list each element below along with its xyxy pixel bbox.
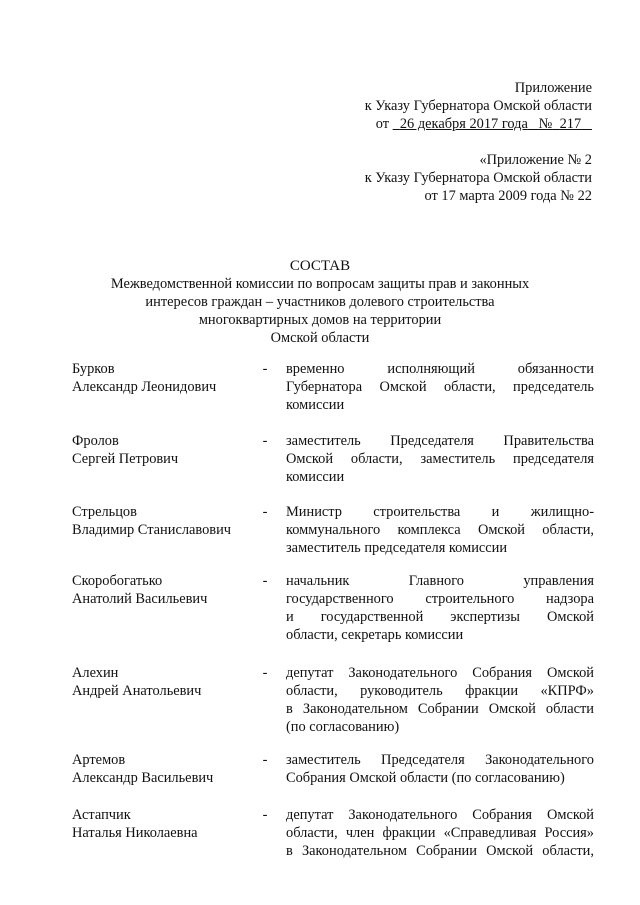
member-entry [72,751,594,806]
member-surname: Бурков [72,361,115,377]
member-given-names: Андрей Анатольевич [72,683,202,699]
member-given-names: Наталья Николаевна [72,825,198,841]
member-role [286,360,594,414]
title-line-2: интересов граждан – участников долевого строительства [145,294,495,310]
member-name [72,751,252,787]
member-entry [72,806,594,860]
member-role [286,503,594,557]
member-given-names: Александр Васильевич [72,770,214,786]
role-line: в Законодательном Собрании Омской области, [286,843,594,859]
member-surname: Стрельцов [72,504,137,520]
role-line: области, член фракции «Справедливая Россия» [286,825,594,841]
member-surname: Артемов [72,752,126,768]
role-line: заместитель Председателя Правительства [286,433,594,449]
member-surname: Фролов [72,433,119,449]
role-line: Омской области, заместитель председателя [286,451,594,467]
role-line: государственного строительного надзора [286,591,594,607]
member-given-names: Владимир Станиславович [72,522,232,538]
appendix-number: 217 [559,116,582,132]
member-name [72,806,252,842]
document-title [0,257,640,347]
member-name [72,360,252,396]
role-line: области, секретарь комиссии [286,627,464,643]
member-given-names: Александр Леонидович [72,379,217,395]
member-role [286,664,594,736]
appendix-date [393,116,539,132]
role-line: Собрания Омской области (по согласованию) [286,770,565,786]
member-name [72,572,252,608]
member-given-names: Сергей Петрович [72,451,179,467]
member-entry [72,360,594,432]
member-dash: - [262,665,268,681]
role-line: Министр строительства и жилищно- [286,504,594,520]
role-line: депутат Законодательного Собрания Омской [286,807,594,823]
member-surname: Астапчик [72,807,131,823]
prior-appendix-label: «Приложение № 2 [479,152,592,168]
member-dash: - [262,504,268,520]
member-dash: - [262,433,268,449]
member-name [72,432,252,468]
role-line: в Законодательном Собрании Омской области [286,701,594,717]
member-role [286,751,594,787]
title-line-3: многоквартирных домов на территории [198,312,442,328]
member-role [286,572,594,644]
member-entry [72,503,594,572]
member-dash: - [262,752,268,768]
appendix-decree-ref: к Указу Губернатора Омской области [364,98,592,114]
appendix-date-line [365,115,592,133]
role-line: временно исполняющий обязанности [286,361,594,377]
member-entry [72,572,594,664]
role-line: Губернатора Омской области, председатель [286,379,594,395]
member-role [286,806,594,860]
title-line-1: Межведомственной комиссии по вопросам защиты прав и законных [110,276,530,292]
title-line-4: Омской области [270,330,370,346]
prior-appendix-decree-ref: к Указу Губернатора Омской области [364,170,592,186]
role-line: заместитель Председателя Законодательного [286,752,594,768]
prior-appendix-date-line: от 17 марта 2009 года № 22 [424,188,592,204]
role-line: комиссии [286,397,345,413]
role-line: заместитель председателя комиссии [286,540,508,556]
role-line: комиссии [286,469,345,485]
appendix-label: Приложение [514,80,592,96]
role-line: депутат Законодательного Собрания Омской [286,665,594,681]
role-line: области, руководитель фракции «КПРФ» [286,683,594,699]
appendix-number-field [539,116,592,132]
member-name [72,664,252,700]
member-given-names: Анатолий Васильевич [72,591,208,607]
role-line: коммунального комплекса Омской области, [286,522,594,538]
role-line: начальник Главного управления [286,573,594,589]
members-list [72,360,594,860]
appendix-date-text: 26 декабря 2017 года [399,116,528,132]
member-dash: - [262,361,268,377]
role-line: (по согласованию) [286,719,400,735]
member-surname: Алехин [72,665,119,681]
role-line: и государственной экспертизы Омской [286,609,594,625]
member-entry [72,432,594,503]
appendix-num-sign: № [538,116,553,132]
member-surname: Скоробогатько [72,573,163,589]
member-dash: - [262,573,268,589]
member-entry [72,664,594,751]
member-dash: - [262,807,268,823]
member-role [286,432,594,486]
appendix-header [365,79,592,205]
member-name [72,503,252,539]
appendix-from-label: от [375,116,390,132]
title-heading: СОСТАВ [289,258,351,274]
